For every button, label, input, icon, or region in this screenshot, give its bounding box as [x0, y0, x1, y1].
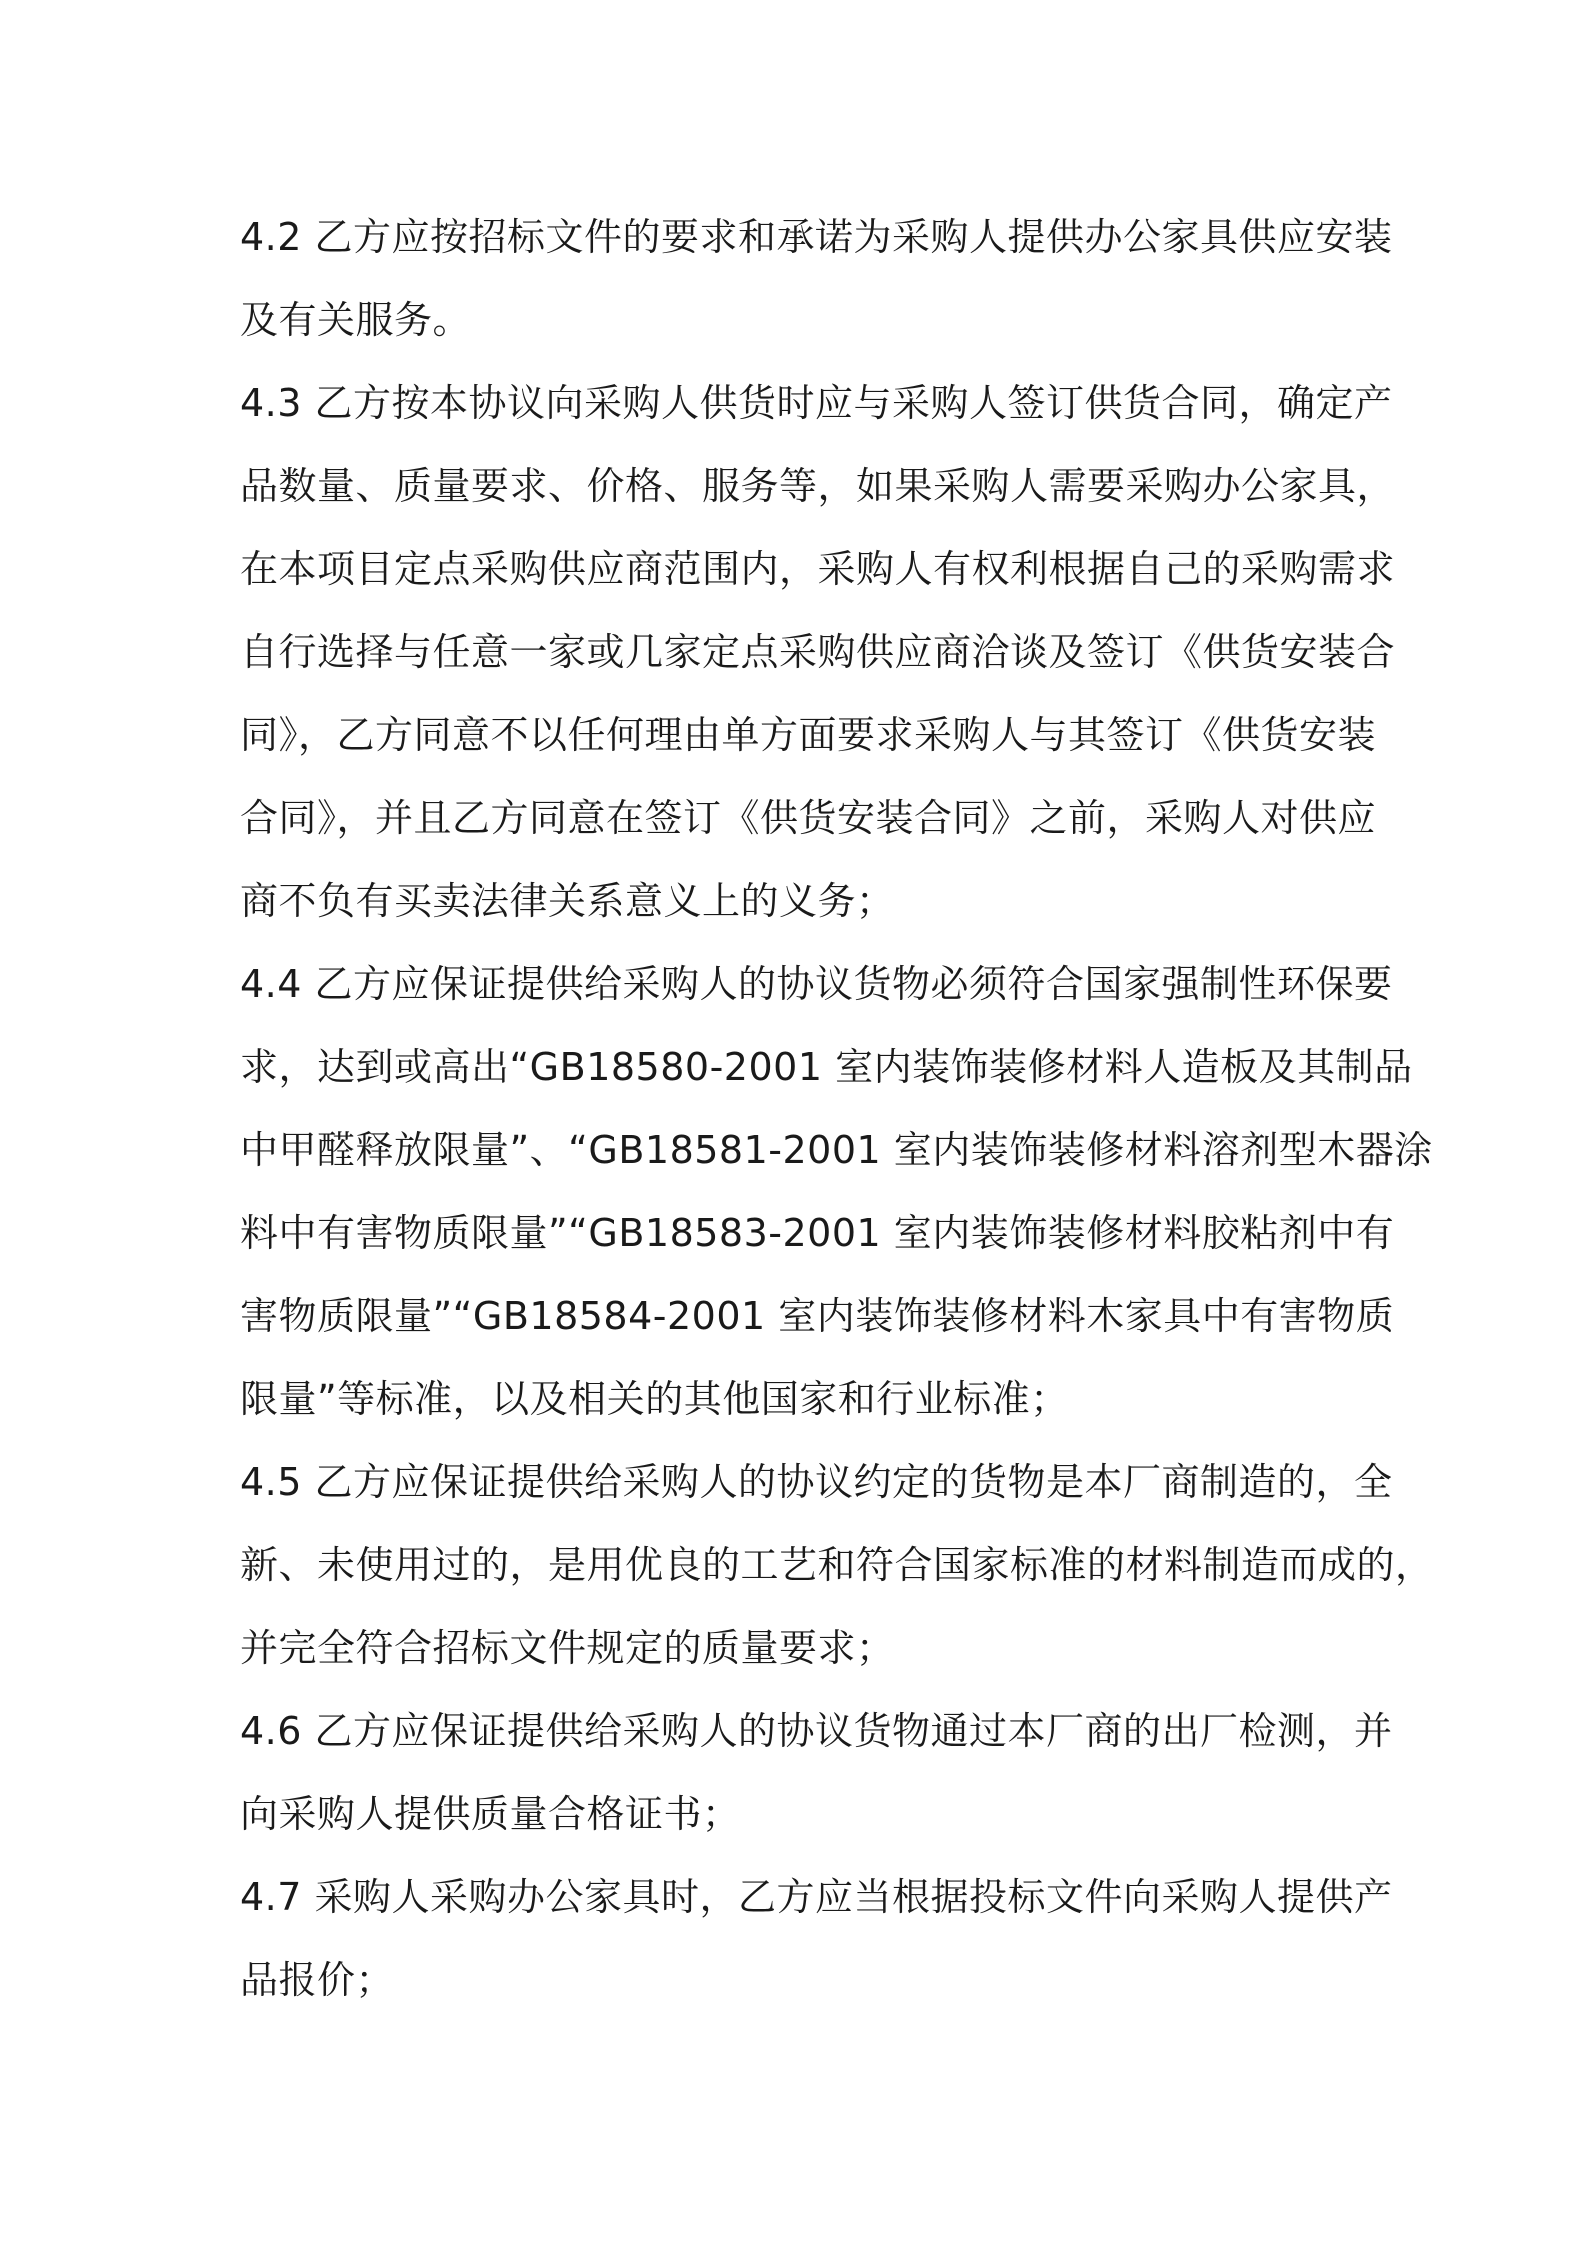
text-line-4-3-d: 自行选择与任意一家或几家定点采购供应商洽谈及签订《供货安装合	[240, 630, 1396, 674]
text-line-4-4-d: 料中有害物质限量”“GB18583-2001 室内装饰装修材料胶粘剂中有	[240, 1211, 1395, 1255]
text-line-4-4-c: 中甲醛释放限量”、“GB18581-2001 室内装饰装修材料溶剂型木器涂	[240, 1128, 1433, 1172]
text-line-4-6-b: 向采购人提供质量合格证书；	[240, 1792, 741, 1836]
text-line-4-3-e: 同》，乙方同意不以任何理由单方面要求采购人与其签订《供货安装	[240, 713, 1377, 757]
text-line-4-7-a: 4.7 采购人采购办公家具时，乙方应当根据投标文件向采购人提供产	[240, 1875, 1393, 1919]
text-line-4-4-b: 求，达到或高出“GB18580-2001 室内装饰装修材料人造板及其制品	[240, 1045, 1413, 1089]
text-line-4-3-c: 在本项目定点采购供应商范围内，采购人有权利根据自己的采购需求	[240, 547, 1396, 591]
text-line-4-2-a: 4.2 乙方应按招标文件的要求和承诺为采购人提供办公家具供应安装	[240, 215, 1393, 259]
text-line-4-6-a: 4.6 乙方应保证提供给采购人的协议货物通过本厂商的出厂检测，并	[240, 1709, 1393, 1753]
text-line-4-2-b: 及有关服务。	[240, 298, 472, 342]
text-line-4-5-c: 并完全符合招标文件规定的质量要求；	[240, 1626, 895, 1670]
text-line-4-3-g: 商不负有买卖法律关系意义上的义务；	[240, 879, 895, 923]
document-body	[240, 196, 1434, 2022]
text-line-4-5-a: 4.5 乙方应保证提供给采购人的协议约定的货物是本厂商制造的，全	[240, 1460, 1393, 1504]
text-line-4-3-f: 合同》，并且乙方同意在签订《供货安装合同》之前，采购人对供应	[240, 796, 1377, 840]
text-line-4-4-f: 限量”等标准，以及相关的其他国家和行业标准；	[240, 1377, 1069, 1421]
text-line-4-3-a: 4.3 乙方按本协议向采购人供货时应与采购人签订供货合同，确定产	[240, 381, 1393, 425]
text-line-4-4-e: 害物质限量”“GB18584-2001 室内装饰装修材料木家具中有害物质	[240, 1294, 1395, 1338]
text-line-4-3-b: 品数量、质量要求、价格、服务等，如果采购人需要采购办公家具，	[240, 464, 1396, 508]
text-line-4-5-b: 新、未使用过的，是用优良的工艺和符合国家标准的材料制造而成的，	[240, 1543, 1434, 1587]
text-line-4-4-a: 4.4 乙方应保证提供给采购人的协议货物必须符合国家强制性环保要	[240, 962, 1393, 1006]
text-line-4-7-b: 品报价；	[240, 1958, 395, 2002]
